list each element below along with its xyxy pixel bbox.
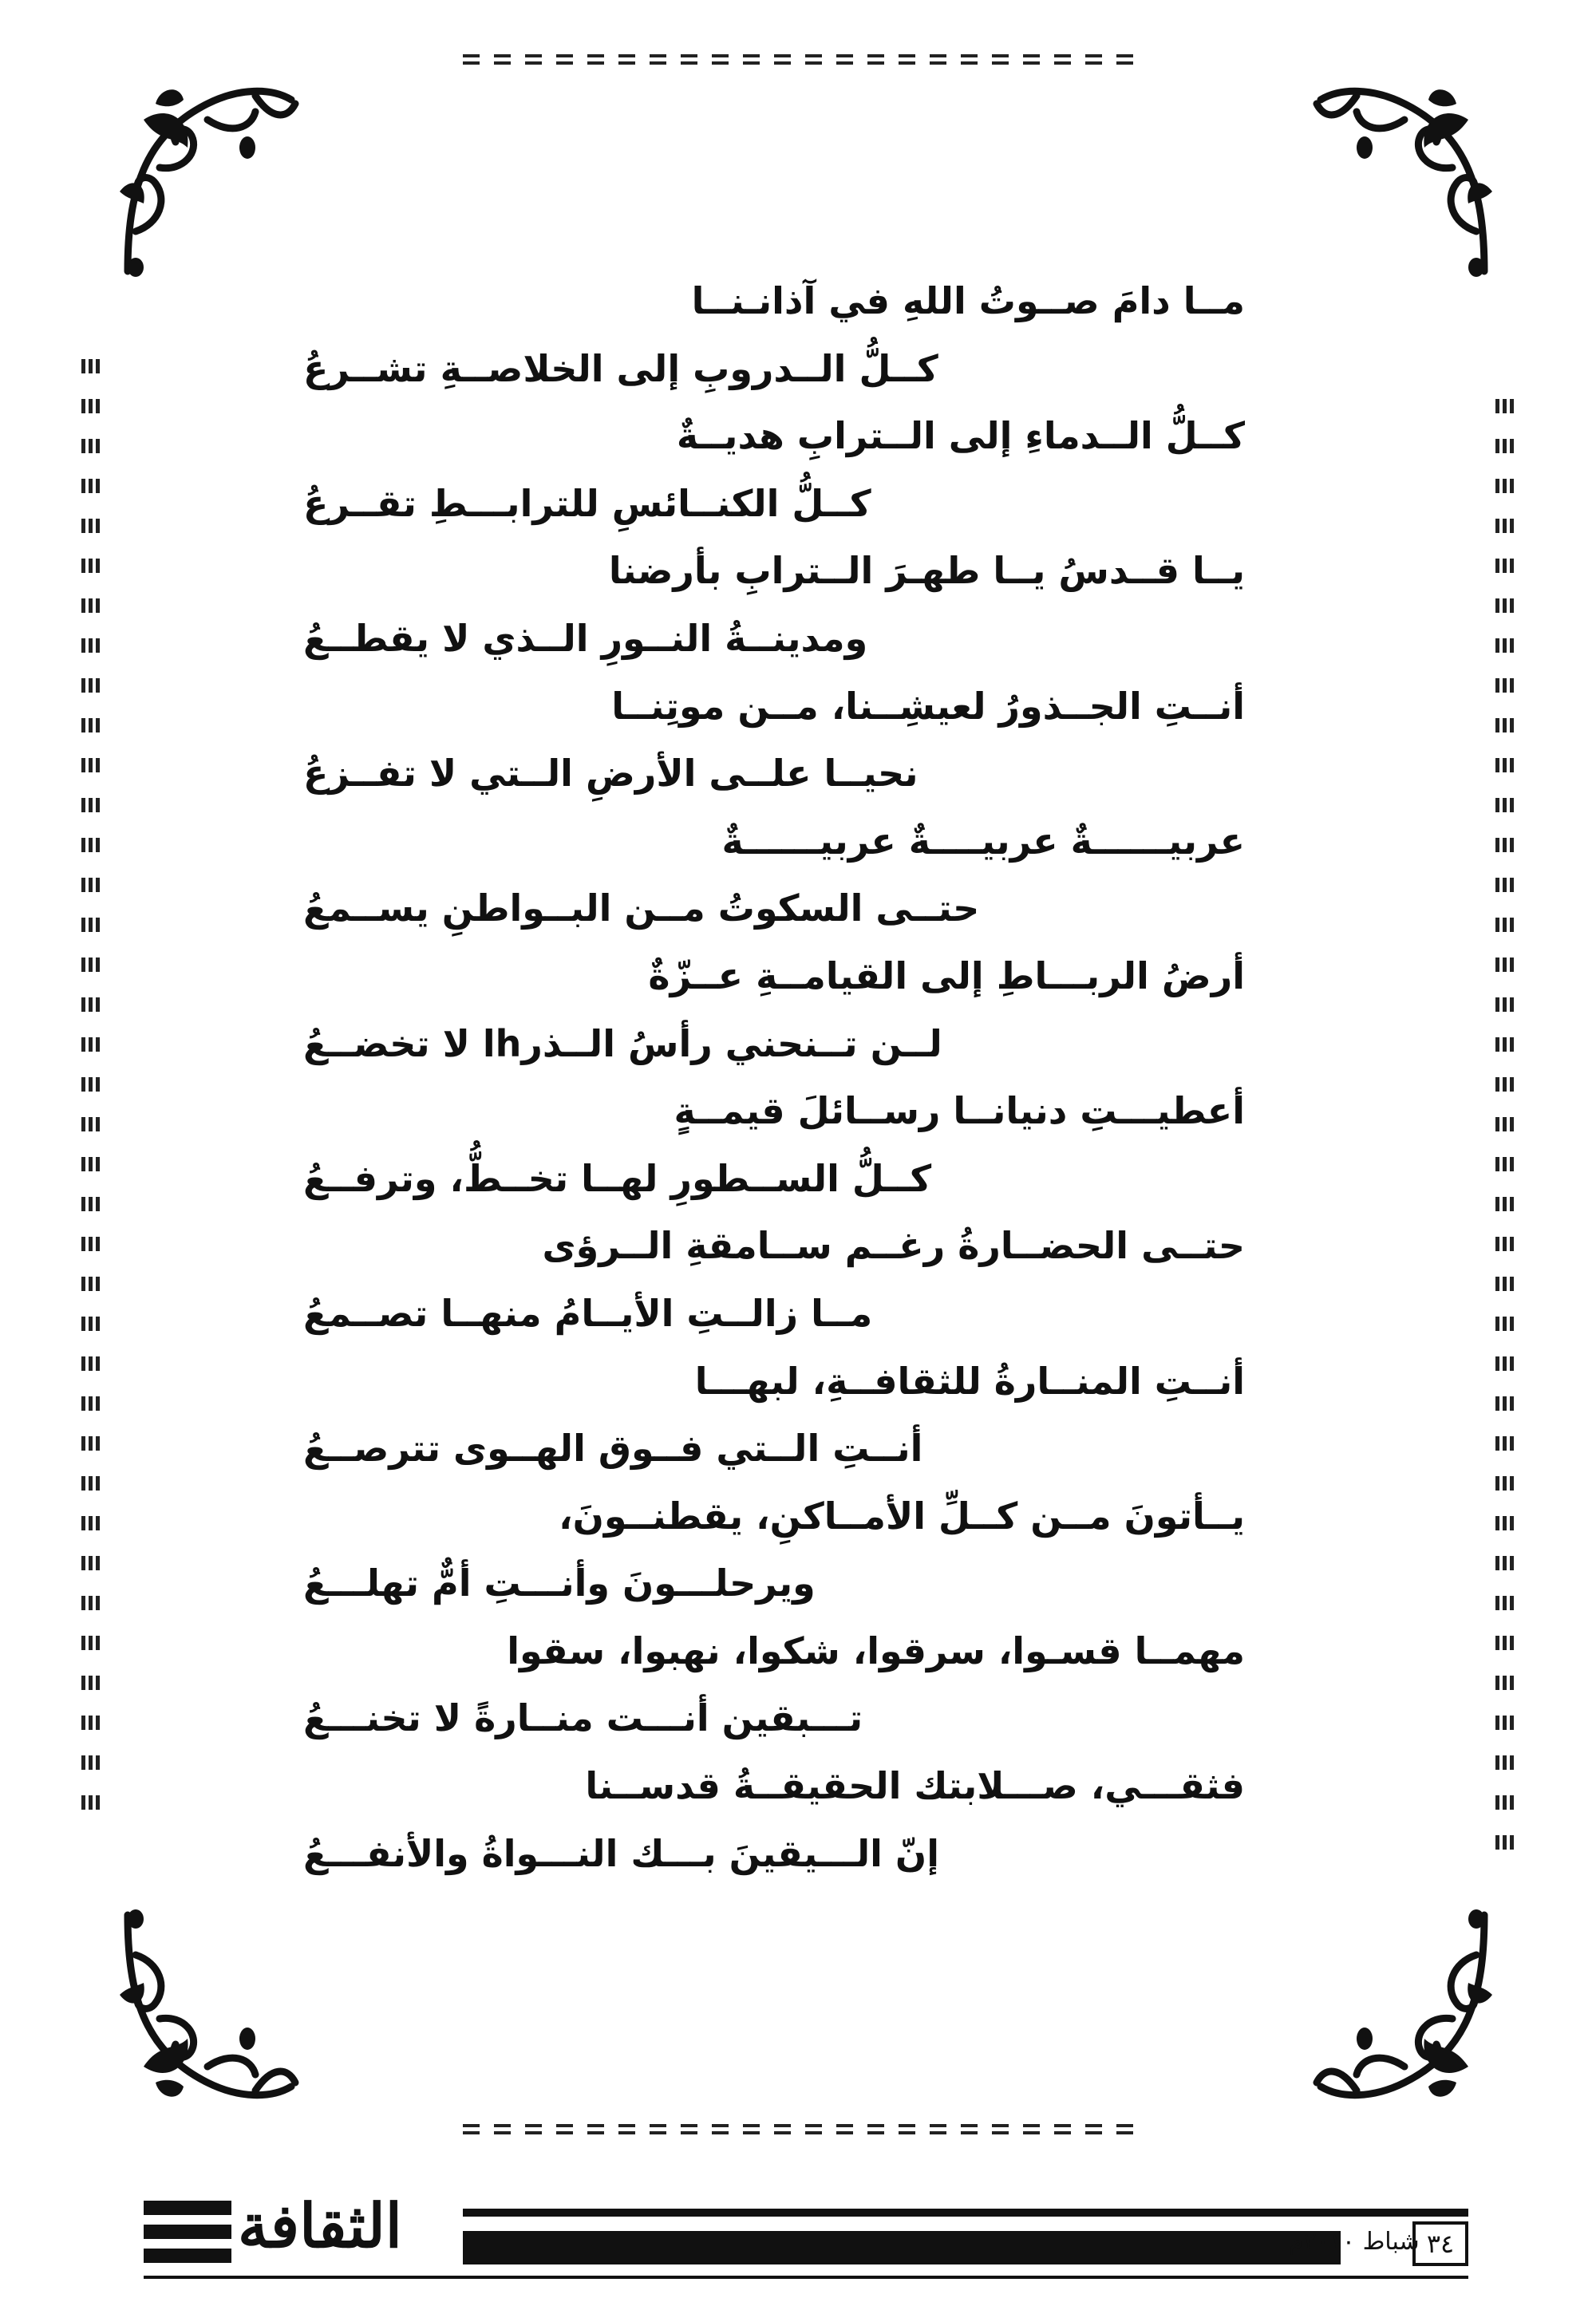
- poem-line: يــأتونَ مــن كــلِّ الأمــاكنِ، يقطنــونَ،: [559, 1494, 1245, 1538]
- poem-line: أعطيـــتِ دنيانــا رســائلَ قيمــةٍ: [674, 1089, 1245, 1133]
- footer-black-bar: [463, 2231, 1341, 2264]
- magazine-title: الثقافة: [238, 2190, 402, 2261]
- poem-line: إنّ الـــيقينَ بـــك النـــواةُ والأنفـــعُ: [303, 1831, 939, 1875]
- dash-segment: [1116, 2124, 1133, 2134]
- dash-segment: [494, 2124, 511, 2134]
- footer-bottom-rule: [144, 2276, 1468, 2279]
- dash-segment: [681, 2124, 697, 2134]
- dash-segment: [1085, 54, 1102, 65]
- dash-segment: [992, 54, 1009, 65]
- poem-body: [303, 267, 1245, 1887]
- issue-date: شباط ٢٠١٠م: [1289, 2228, 1420, 2256]
- dash-segment: [618, 2124, 635, 2134]
- page-number: ٣٤: [1412, 2221, 1468, 2266]
- poem-line: كــلُّ الــدماءِ إلى الــترابِ هديــةٌ: [676, 414, 1245, 458]
- dash-segment: [650, 54, 666, 65]
- dash-segment: [463, 2124, 480, 2134]
- poem-line: حتــى السكوتُ مــن البــواطنِ يســمعُ: [303, 886, 980, 930]
- poem-line: لــن تــنحني رأسُ الــذرhا لا تخضــعُ: [303, 1021, 942, 1065]
- poem-line: فثقـــي، صـــلابتك الحقيقــةُ قدســنا: [585, 1764, 1245, 1808]
- right-bar-border: [1495, 399, 1515, 1867]
- dash-segment: [836, 54, 853, 65]
- dash-segment: [1054, 2124, 1071, 2134]
- dash-segment: [805, 54, 822, 65]
- dash-segment: [930, 54, 946, 65]
- dash-segment: [494, 54, 511, 65]
- poem-line: مهمــا قسـوا، سرقوا، شكوا، نهبوا، سقوا: [507, 1629, 1245, 1672]
- poem-line: تـــبقين أنـــت منــارةً لا تخنـــعُ: [303, 1696, 863, 1740]
- left-bar-border: [81, 359, 101, 1827]
- poem-line: أنــتِ المنــارةُ للثقافــةِ، لبهـــا: [694, 1359, 1245, 1403]
- dash-segment: [961, 54, 978, 65]
- poem-line: ومدينــةُ النــورِ الــذي لا يقطــعُ: [303, 616, 868, 660]
- page-footer: [144, 2186, 1468, 2282]
- dash-segment: [650, 2124, 666, 2134]
- logo-bars-icon: [144, 2201, 231, 2272]
- poem-line: يــا قــدسُ يــا طهـرَ الــترابِ بأرضنا: [608, 549, 1245, 593]
- poem-line: كــلُّ الــدروبِ إلى الخلاصــةِ تشــرعُ: [303, 346, 938, 390]
- dash-segment: [867, 2124, 884, 2134]
- poem-line: مــا دامَ صــوتُ اللهِ في آذانـنــا: [691, 279, 1245, 322]
- dash-segment: [805, 2124, 822, 2134]
- poem-line: عربيــــــةٌ عربيــــةٌ عربيــــــةٌ: [721, 819, 1245, 863]
- dash-segment: [618, 54, 635, 65]
- poem-line: مــا زالــتِ الأيــامُ منهــا تصــمعُ: [303, 1291, 873, 1335]
- floral-corner-icon: [1309, 72, 1500, 279]
- dash-segment: [1116, 54, 1133, 65]
- dash-segment: [930, 2124, 946, 2134]
- dash-segment: [681, 54, 697, 65]
- dash-segment: [961, 2124, 978, 2134]
- poem-line: أنــتِ الجــذورُ لعيشِــنا، مــن موتِنــا: [611, 684, 1245, 728]
- dash-segment: [836, 2124, 853, 2134]
- dash-segment: [525, 2124, 542, 2134]
- footer-rule: [463, 2209, 1468, 2217]
- dash-segment: [556, 2124, 573, 2134]
- poem-line: حتــى الحضــارةُ رغــم ســامقةِ الــرؤى: [542, 1224, 1245, 1268]
- poem-line: أنــتِ الــتي فــوق الهــوى تترصــعُ: [303, 1427, 923, 1471]
- floral-corner-icon: [112, 72, 303, 279]
- dash-segment: [587, 2124, 604, 2134]
- top-dashed-border: [0, 53, 1596, 68]
- poem-line: ويرحلـــونَ وأنـــتِ أمٌّ تهلـــعُ: [303, 1562, 816, 1605]
- dash-segment: [1023, 2124, 1040, 2134]
- floral-corner-icon: [112, 1907, 303, 2114]
- dash-segment: [899, 2124, 915, 2134]
- dash-segment: [712, 54, 729, 65]
- poem-line: نحيــا علــى الأرضِ الــتي لا تفــزعُ: [303, 752, 918, 796]
- dash-segment: [867, 54, 884, 65]
- dash-segment: [463, 54, 480, 65]
- dash-segment: [1023, 54, 1040, 65]
- dash-segment: [899, 54, 915, 65]
- bottom-dashed-border: [0, 2122, 1596, 2138]
- dash-segment: [525, 54, 542, 65]
- dash-segment: [1054, 54, 1071, 65]
- dash-segment: [743, 54, 760, 65]
- dash-segment: [712, 2124, 729, 2134]
- floral-corner-icon: [1309, 1907, 1500, 2114]
- dash-segment: [556, 54, 573, 65]
- dash-segment: [743, 2124, 760, 2134]
- poem-line: أرضُ الربـــاطِ إلى القيامــةِ عــزّةٌ: [648, 954, 1245, 997]
- dash-segment: [1085, 2124, 1102, 2134]
- dash-segment: [992, 2124, 1009, 2134]
- poem-line: كــلُّ الكنــائسِ للترابـــطِ تقــرعُ: [303, 481, 871, 525]
- dash-segment: [774, 2124, 791, 2134]
- dash-segment: [587, 54, 604, 65]
- poem-line: كــلُّ الســطورِ لهــا تخــطُّ، وترفــعُ: [303, 1156, 932, 1200]
- dash-segment: [774, 54, 791, 65]
